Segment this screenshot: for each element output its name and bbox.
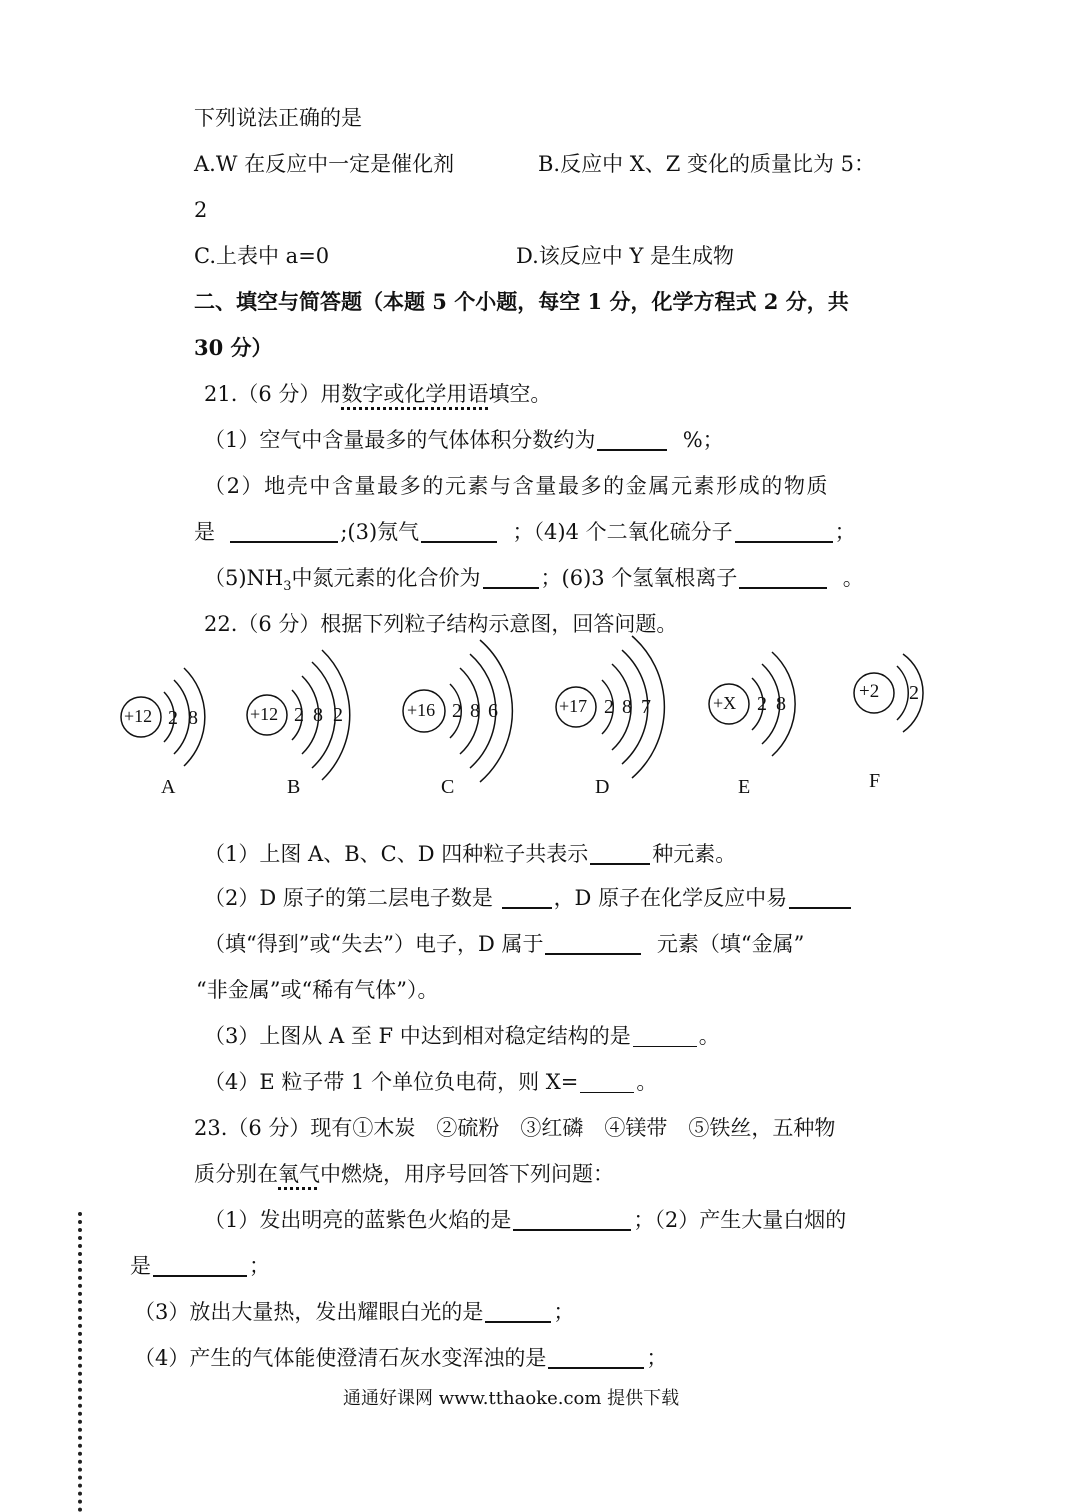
q22-sub-2-mid: ，D 原子在化学反应中易 — [553, 886, 788, 910]
atom-c-shell-1-electrons: 2 — [452, 700, 462, 722]
q22-sub-2-line-2 — [204, 930, 804, 958]
atom-a-nucleus: +12 — [124, 706, 153, 726]
q22-sub-2 — [204, 884, 853, 912]
q21-part-5-text: 中氮元素的化合价为 — [291, 566, 481, 590]
q23-sub-3 — [134, 1298, 574, 1326]
atom-e-shell-2-electrons: 8 — [776, 693, 786, 715]
q23-blank-2[interactable] — [153, 1255, 247, 1277]
q21-part-6: ；(6)3 个氢氧根离子 — [540, 566, 738, 590]
atom-c-nucleus: +16 — [407, 700, 436, 720]
q21-part-3: ;(3)氖气 — [340, 520, 420, 544]
q22-sub-1-end: 种元素。 — [652, 842, 737, 866]
section-2-title-continued: 30 分） — [194, 335, 273, 360]
q23-sub-4 — [134, 1344, 667, 1372]
q21-emphasis: 数字或化学用语 — [341, 382, 489, 406]
atom-b-shell-2-electrons: 8 — [313, 704, 323, 726]
q21-part-5-subscript: 3 — [283, 579, 292, 595]
q22-sub-3 — [204, 1022, 720, 1050]
atom-b-shell-1-electrons: 2 — [294, 704, 304, 726]
q22-sub-4-text: （4）E 粒子带 1 个单位负电荷，则 X= — [204, 1070, 579, 1094]
q20-option-d: D.该反应中 Y 是生成物 — [516, 244, 734, 268]
page-footer: 通通好课网 www.tthaoke.com 提供下载 — [343, 1388, 680, 1409]
atom-d-shell-2-electrons: 8 — [622, 696, 632, 718]
q22-sub-2-text: （2）D 原子的第二层电子数是 — [204, 886, 493, 910]
q22-blank-1[interactable] — [590, 843, 650, 865]
atom-e-label: E — [738, 776, 751, 798]
atom-a-shell-2-electrons: 8 — [188, 707, 198, 729]
q23-sub-4-end: ； — [646, 1346, 668, 1370]
q23-sub-2-cont-start: 是 — [130, 1254, 151, 1278]
q23-blank-1[interactable] — [513, 1209, 631, 1231]
atom-d-nucleus: +17 — [559, 696, 588, 716]
atom-c-shell-3-electrons: 6 — [488, 700, 498, 722]
q20-option-b: B.反应中 X、Z 变化的质量比为 5： — [538, 152, 876, 176]
q21-heading-end: 填空。 — [488, 382, 552, 406]
q23-heading: 23.（6 分）现有①木炭 ②硫粉 ③红磷 ④镁带 ⑤铁丝，五种物 — [194, 1116, 836, 1140]
q23-heading-line-2-end: 中燃烧，用序号回答下列问题： — [320, 1162, 614, 1186]
q20-prompt: 下列说法正确的是 — [194, 106, 362, 130]
q22-sub-4 — [204, 1068, 657, 1096]
q20-option-b-continued: 2 — [194, 198, 208, 222]
q22-blank-4[interactable] — [545, 933, 641, 955]
q22-heading: 22.（6 分）根据下列粒子结构示意图，回答问题。 — [204, 612, 678, 636]
atom-a-shell-1-electrons: 2 — [168, 707, 178, 729]
q23-sub-2-text: ；（2）产生大量白烟的 — [633, 1208, 847, 1232]
q21-part-5-start: （5)NH — [204, 566, 284, 590]
atom-f-nucleus: +2 — [859, 681, 880, 702]
q23-sub-3-end: ； — [553, 1300, 575, 1324]
q23-heading-line-2-start: 质分别在 — [194, 1162, 278, 1186]
q23-blank-3[interactable] — [485, 1301, 551, 1323]
q21-part-4-end: ； — [834, 520, 856, 544]
q21-heading-start: 21.（6 分）用 — [204, 382, 342, 406]
q22-sub-2-line-3: “非金属”或“稀有气体”）。 — [196, 978, 439, 1002]
q23-sub-4-text: （4）产生的气体能使澄清石灰水变浑浊的是 — [134, 1346, 547, 1370]
atom-d-label: D — [595, 776, 610, 798]
q21-part-2-end: 是 — [194, 520, 215, 544]
q21-part-2: （2）地壳中含量最多的元素与含量最多的金属元素形成的物质 — [204, 474, 830, 498]
q22-sub-2-line-2-text: （填“得到”或“失去”）电子，D 属于 — [204, 932, 544, 956]
q23-emphasis: 氧气 — [278, 1162, 320, 1186]
atom-f-shell-1-electrons: 2 — [909, 682, 919, 704]
atom-b-label: B — [287, 776, 301, 798]
q23-blank-4[interactable] — [548, 1347, 644, 1369]
atom-f-label: F — [869, 770, 881, 792]
atom-d-shell-3-electrons: 7 — [641, 696, 651, 718]
q23-sub-1 — [204, 1206, 846, 1234]
q22-blank-3[interactable] — [789, 887, 851, 909]
q21-part-1-unit: %； — [682, 428, 724, 452]
q21-part-1-text: （1）空气中含量最多的气体体积分数约为 — [204, 428, 596, 452]
q22-blank-2[interactable] — [502, 887, 552, 909]
q22-sub-3-text: （3）上图从 A 至 F 中达到相对稳定结构的是 — [204, 1024, 631, 1048]
q23-heading-line-2 — [194, 1160, 614, 1188]
q20-option-c: C.上表中 a=0 — [194, 244, 330, 268]
atom-c-shell-2-electrons: 8 — [470, 700, 480, 722]
q20-option-a: A.W 在反应中一定是催化剂 — [194, 152, 455, 176]
atom-e-shell-1-electrons: 2 — [757, 693, 767, 715]
atom-b-nucleus: +12 — [250, 704, 279, 724]
q22-sub-3-end: 。 — [698, 1024, 720, 1048]
q21-part-6-end: 。 — [842, 566, 864, 590]
q22-sub-4-end: 。 — [636, 1070, 658, 1094]
atom-e-nucleus: +X — [713, 693, 737, 713]
q22-sub-2-line-2-end: 元素（填“金属” — [656, 932, 805, 956]
q22-sub-1 — [204, 840, 736, 868]
atom-f-shell-1 — [897, 666, 908, 720]
atom-b-shell-3-electrons: 2 — [333, 704, 343, 726]
q22-sub-1-text: （1）上图 A、B、C、D 四种粒子共表示 — [204, 842, 589, 866]
q23-sub-3-text: （3）放出大量热，发出耀眼白光的是 — [134, 1300, 484, 1324]
binding-margin-dotted-line — [78, 1212, 82, 1512]
atom-c-label: C — [441, 776, 455, 798]
section-2-title-bold: 本题 5 个小题，每空 1 分，化学方程式 2 分，共 — [383, 289, 849, 314]
section-2-title-plain: 二、填空与简答题（ — [194, 289, 383, 314]
q23-sub-2-cont — [130, 1252, 270, 1280]
atom-a-label: A — [161, 776, 176, 798]
q22-blank-6[interactable] — [580, 1072, 634, 1093]
atom-d-shell-1-electrons: 2 — [604, 696, 614, 718]
q23-sub-1-text: （1）发出明亮的蓝紫色火焰的是 — [204, 1208, 512, 1232]
q23-sub-2-cont-end: ； — [249, 1254, 270, 1278]
q22-blank-5[interactable] — [633, 1026, 697, 1047]
q21-part-4: ；（4)4 个二氧化硫分子 — [512, 520, 733, 544]
